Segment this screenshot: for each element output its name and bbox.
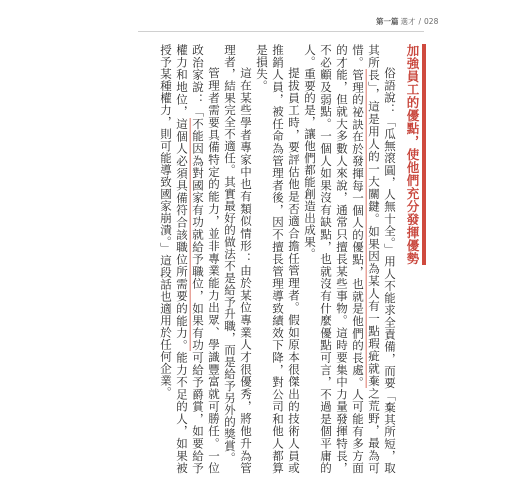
running-header (376, 15, 440, 29)
body-paragraph (222, 44, 254, 474)
header-rule (138, 31, 424, 32)
paragraph-text: 俗語說：「瓜無滾圓，人無十全。」用人不能求全責備，而要「棄其所短，取其所長」，這是用人的一大關鍵。如果因為某人有一點瑕疵就棄之荒野，最為可惜。 (351, 44, 397, 474)
body-paragraphs (158, 44, 398, 474)
highlighted-sentence: 這個人必須具備符合該職位所需要的能力。 (175, 117, 189, 352)
paragraph-text: 提拔員工時，要評估他是否適合擔任管理者。假如原本很傑出的技術人員或推銷人員，被任命為管理者後，因不擅長管理導致績效下降，對公司和他人都算是損失。 (255, 44, 301, 474)
paragraph-text: 能力不足的人，如果被授予某種權力，則可能導致國家崩潰。」這段話也適用於任何企業。 (159, 44, 189, 475)
chapter-label: 第一篇 (376, 17, 399, 26)
section-title: 加強員工的優點，使他們充分發揮優勢 (404, 44, 426, 265)
header-separator: / (418, 17, 422, 26)
paragraph-text: 管理者需要具備特定的能力，並非專業能力出眾、學識豐富就可勝任。一位政治家說：「不能因為對國家有功就給予職位，如果有功可給予爵賞，如要給予權力和地位， (175, 44, 221, 474)
vertical-text-column (138, 44, 426, 474)
body-paragraph (158, 44, 222, 474)
paragraph-text: 人可能有多方面的才能，但就大多數人來說，通常只擅長某些事物。這時要集中力量發揮特長，不必顧及弱點。一個人如果沒有缺點，也就沒有什麼優點可言，不過是個平庸的人。重要的是，讓他們都能創造出成果。 (303, 44, 365, 475)
highlighted-sentence: 管理的祕訣在於發揮每一個人的優點，也就是他們的長處。 (351, 68, 365, 389)
page-number: 028 (424, 17, 439, 26)
body-paragraph (254, 44, 302, 474)
page-body (138, 44, 426, 474)
section-label: 選才 (400, 17, 416, 26)
paragraph-text: 這在某些學者專家中也有類似情形：由於某位專業人才很優秀，將他升為管理者，結果完全不適任。其實最好的做法不是給予升職，而是給予另外的獎賞。 (223, 44, 253, 474)
body-paragraph (302, 44, 398, 474)
